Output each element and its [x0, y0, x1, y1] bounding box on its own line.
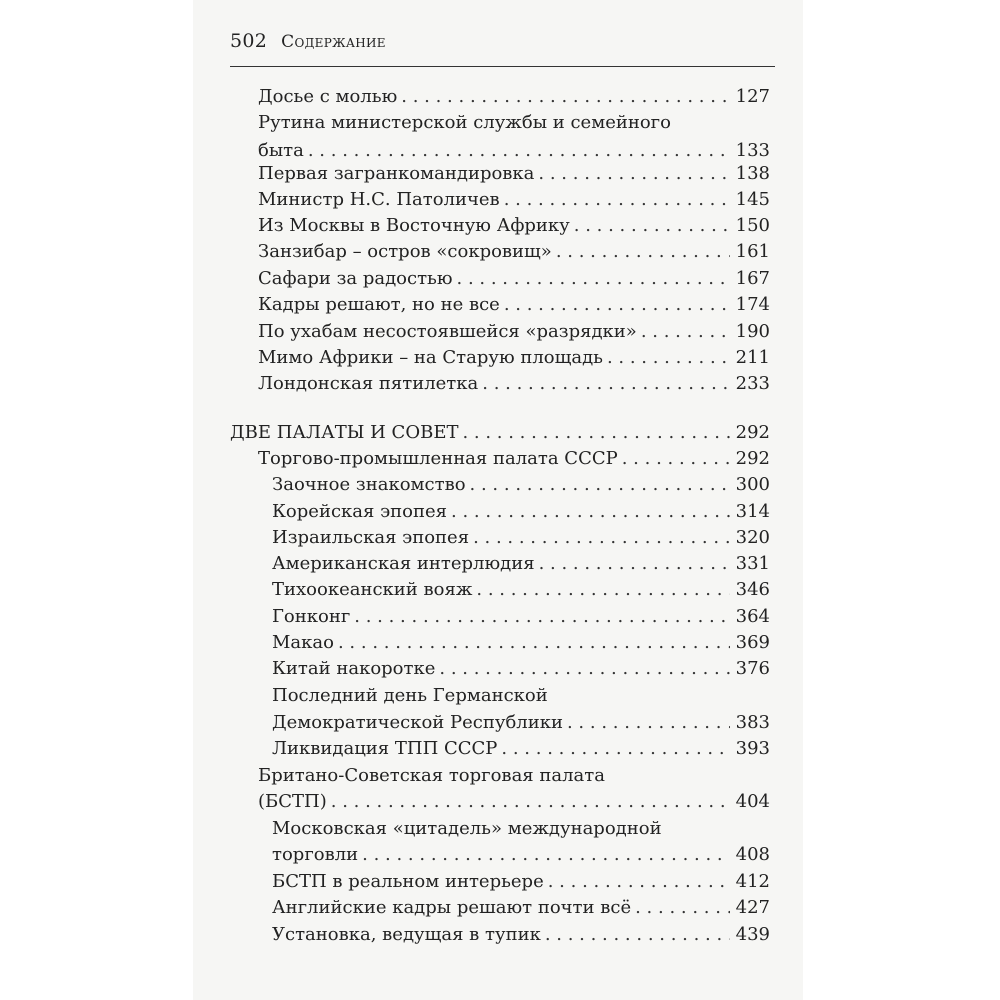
toc-entry-page: 300 [735, 474, 770, 495]
toc-entry-title: Мимо Африки – на Старую площадь [258, 347, 603, 368]
toc-entry-title: Заочное знакомство [272, 474, 466, 495]
toc-entry-title: Тихоокеанский вояж [272, 579, 473, 600]
toc-entry-page: 190 [735, 321, 770, 342]
toc-entry-page: 404 [735, 791, 770, 812]
dot-leader [331, 789, 730, 815]
dot-leader [548, 869, 730, 895]
toc-entry-page: 320 [735, 527, 770, 548]
dot-leader [354, 604, 729, 630]
toc-entry [258, 292, 770, 318]
toc-subentry [272, 472, 770, 498]
dot-leader [338, 630, 730, 656]
dot-leader [641, 319, 730, 345]
toc-subentry [272, 525, 770, 551]
dot-leader [439, 656, 729, 682]
dot-leader [451, 499, 730, 525]
toc-part-heading [230, 420, 770, 446]
toc-entry [258, 213, 770, 239]
dot-leader [482, 371, 729, 397]
toc-entry-title: ДВЕ ПАЛАТЫ И СОВЕТ [230, 422, 459, 443]
toc-entry-title-line: Рутина министерской службы и семейного [258, 112, 671, 133]
toc-subentry [272, 630, 770, 656]
toc-subentry [272, 895, 770, 921]
toc-entry-title: Английские кадры решают почти всё [272, 897, 632, 918]
toc-entry [258, 446, 770, 472]
dot-leader [567, 710, 730, 736]
toc-subentry [272, 656, 770, 682]
toc-entry-page: 133 [735, 140, 770, 161]
toc-subentry [272, 736, 770, 762]
toc-entry [258, 319, 770, 345]
dot-leader [462, 420, 729, 446]
dot-leader [473, 525, 730, 551]
toc-entry-title: Американская интерлюдия [272, 553, 535, 574]
toc-entry-page: 364 [735, 606, 770, 627]
dot-leader [538, 161, 729, 187]
toc-entry-title-line: Московская «цитадель» международной [272, 818, 662, 839]
toc-entry [258, 789, 770, 815]
toc-entry-title: Ликвидация ТПП СССР [272, 738, 498, 759]
page-number: 502 [230, 30, 268, 52]
dot-leader [362, 842, 729, 868]
toc-entry-title: Первая загранкомандировка [258, 163, 535, 184]
toc-entry-title: Макао [272, 632, 334, 653]
toc-entry-title: (БСТП) [258, 791, 327, 812]
toc-entry-page: 412 [735, 871, 770, 892]
toc-entry-page: 233 [735, 373, 770, 394]
toc-entry-title: Досье с молью [258, 86, 398, 107]
toc-entry-title: Министр Н.С. Патоличев [258, 189, 500, 210]
toc-entry-page: 346 [735, 579, 770, 600]
toc-subentry [272, 710, 770, 736]
toc-entry-page: 331 [735, 553, 770, 574]
dot-leader [556, 239, 730, 265]
dot-leader [539, 551, 730, 577]
dot-leader [607, 345, 730, 371]
toc-subentry [272, 551, 770, 577]
dot-leader [401, 84, 729, 110]
toc-entry-page: 439 [735, 924, 770, 945]
dot-leader [457, 266, 730, 292]
toc-entry-page: 145 [735, 189, 770, 210]
dot-leader [476, 577, 729, 603]
toc-entry-title: Израильская эпопея [272, 527, 470, 548]
toc-subentry [272, 604, 770, 630]
toc-entry-page: 292 [735, 422, 770, 443]
toc-entry-title: Установка, ведущая в тупик [272, 924, 541, 945]
toc-entry-title: торговли [272, 844, 359, 865]
toc-entry-title: Торгово-промышленная палата СССР [258, 448, 618, 469]
toc-entry-page: 138 [735, 163, 770, 184]
dot-leader [470, 472, 730, 498]
toc-entry-page: 211 [735, 347, 770, 368]
dot-leader [501, 736, 729, 762]
toc-entry [258, 345, 770, 371]
section-title: Содержание [281, 32, 386, 52]
dot-leader [545, 922, 730, 948]
dot-leader [622, 446, 730, 472]
toc-entry [258, 266, 770, 292]
dot-leader [574, 213, 730, 239]
toc-entry-page: 376 [735, 658, 770, 679]
toc-entry-title-line: Британо-Советская торговая палата [258, 765, 605, 786]
toc-entry-title: Гонконг [272, 606, 351, 627]
toc-entry-title: Лондонская пятилетка [258, 373, 479, 394]
dot-leader [504, 187, 730, 213]
toc-entry-page: 150 [735, 215, 770, 236]
toc-entry [258, 239, 770, 265]
toc-entry-page: 174 [735, 294, 770, 315]
toc-entry [258, 161, 770, 187]
toc-entry [258, 371, 770, 397]
toc-entry [258, 187, 770, 213]
dot-leader [504, 292, 730, 318]
toc-entry-title: Из Москвы в Восточную Африку [258, 215, 570, 236]
toc-entry-title-line: Последний день Германской [272, 685, 548, 706]
toc-entry [258, 84, 770, 110]
toc-entry-page: 292 [735, 448, 770, 469]
toc-subentry [272, 499, 770, 525]
toc-entry-title: Демократической Республики [272, 712, 563, 733]
toc-entry-title: Кадры решают, но не все [258, 294, 500, 315]
toc-entry-page: 393 [735, 738, 770, 759]
toc-entry-page: 369 [735, 632, 770, 653]
toc-subentry [272, 869, 770, 895]
toc-entry-page: 127 [735, 86, 770, 107]
toc-entry-title: Сафари за радостью [258, 268, 453, 289]
toc-entry-title: быта [258, 140, 304, 161]
toc-entry-page: 314 [735, 501, 770, 522]
toc-subentry [272, 842, 770, 868]
toc-subentry [272, 922, 770, 948]
toc-entry-title: По ухабам несостоявшейся «разрядки» [258, 321, 637, 342]
toc-entry-page: 161 [735, 241, 770, 262]
toc-entry-title: Китай накоротке [272, 658, 436, 679]
dot-leader [635, 895, 730, 921]
toc-entry-title: Корейская эпопея [272, 501, 447, 522]
toc-entry-page: 408 [735, 844, 770, 865]
toc-entry-title: БСТП в реальном интерьере [272, 871, 544, 892]
toc-entry-title: Занзибар – остров «сокровищ» [258, 241, 552, 262]
toc-entry-page: 427 [735, 897, 770, 918]
toc-subentry [272, 577, 770, 603]
toc-entry-page: 167 [735, 268, 770, 289]
toc-entry-page: 383 [735, 712, 770, 733]
